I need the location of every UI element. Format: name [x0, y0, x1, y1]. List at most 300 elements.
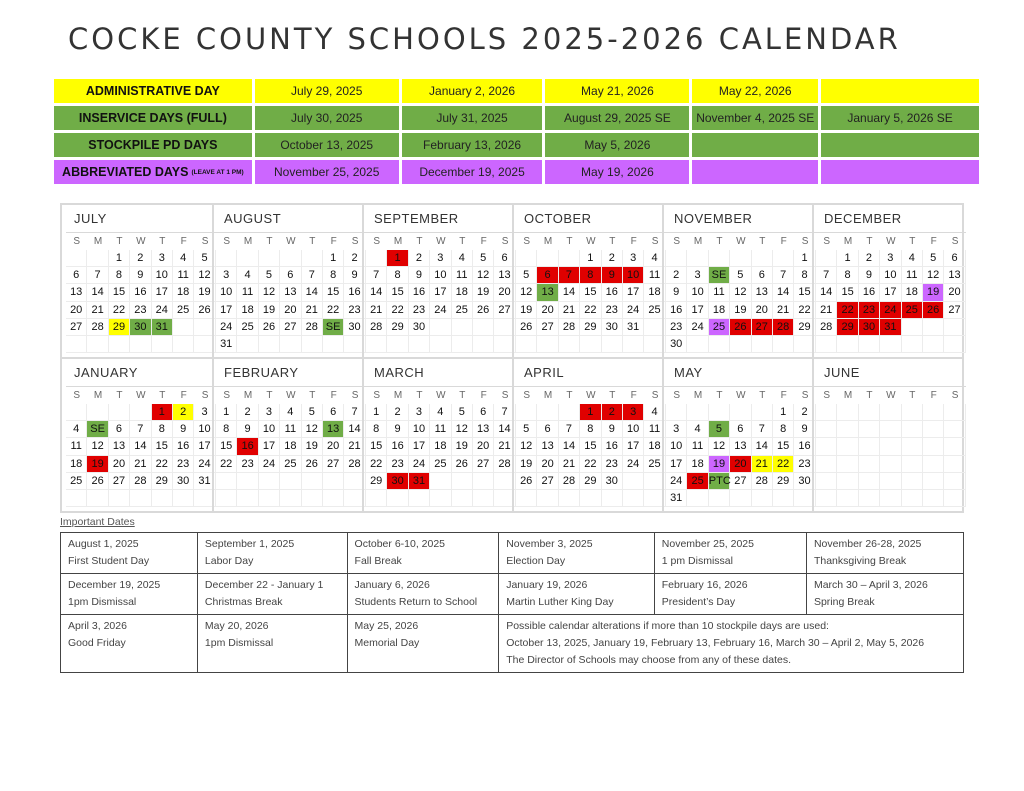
- date-cell: March 30 – April 3, 2026 Spring Break: [806, 574, 963, 615]
- day-cell: 11: [709, 284, 730, 301]
- weekday-label: W: [886, 236, 896, 247]
- empty-cell: [302, 250, 323, 267]
- weekday-label: M: [843, 236, 853, 247]
- day-cell: 31: [666, 490, 687, 507]
- day-cell: 6: [66, 267, 87, 284]
- day-cell: 8: [109, 267, 130, 284]
- day-cell: 12: [709, 438, 730, 455]
- day-cell: 10: [666, 438, 687, 455]
- day-cell: 9: [666, 284, 687, 301]
- day-cell: PTC: [709, 473, 730, 490]
- day-cell: 29: [773, 473, 794, 490]
- day-cell: 24: [430, 302, 451, 319]
- day-cell: 15: [837, 284, 858, 301]
- month-name: JULY: [66, 205, 216, 233]
- day-cell: 15: [152, 438, 173, 455]
- day-cell: 19: [302, 438, 323, 455]
- day-cell: 20: [537, 302, 558, 319]
- day-cell: 2: [794, 404, 815, 421]
- date-cell: November 3, 2025 Election Day: [499, 533, 655, 574]
- weekday-header: [666, 387, 816, 404]
- day-cell: 13: [323, 421, 344, 438]
- empty-cell: [452, 319, 473, 336]
- empty-cell: [859, 438, 880, 455]
- day-cell: 20: [473, 438, 494, 455]
- legend-row-inservice: [54, 106, 979, 130]
- day-cell: 21: [559, 456, 580, 473]
- empty-cell: [452, 473, 473, 490]
- empty-cell: [109, 336, 130, 353]
- empty-cell: [880, 404, 901, 421]
- day-cell: 19: [473, 284, 494, 301]
- weekday-label: T: [566, 236, 573, 247]
- day-cell: 21: [752, 456, 773, 473]
- days-grid: [816, 404, 966, 507]
- table-row: [61, 615, 964, 673]
- day-cell: 15: [216, 438, 237, 455]
- empty-cell: [66, 490, 87, 507]
- day-cell: 19: [516, 302, 537, 319]
- day-cell: 9: [409, 267, 430, 284]
- day-cell: 23: [344, 302, 365, 319]
- day-cell: 25: [644, 302, 665, 319]
- day-cell: 26: [452, 456, 473, 473]
- day-cell: 5: [473, 250, 494, 267]
- day-cell: 12: [516, 438, 537, 455]
- day-cell: 3: [623, 404, 644, 421]
- empty-cell: [709, 250, 730, 267]
- weekday-label: F: [180, 390, 187, 401]
- empty-cell: [559, 336, 580, 353]
- day-cell: 15: [387, 284, 408, 301]
- day-cell: 9: [344, 267, 365, 284]
- legend-cell: July 30, 2025: [255, 106, 399, 130]
- legend-cell: May 21, 2026: [545, 79, 689, 103]
- day-cell: 2: [602, 404, 623, 421]
- legend-label: INSERVICE DAYS (FULL): [54, 106, 252, 130]
- day-cell: 6: [280, 267, 301, 284]
- day-cell: 24: [216, 319, 237, 336]
- weekday-label: S: [823, 236, 831, 247]
- day-cell: 6: [537, 421, 558, 438]
- empty-cell: [859, 404, 880, 421]
- weekday-label: S: [73, 390, 81, 401]
- day-cell: 6: [109, 421, 130, 438]
- day-cell: 27: [494, 302, 515, 319]
- empty-cell: [944, 404, 965, 421]
- empty-cell: [173, 490, 194, 507]
- month-name: FEBRUARY: [216, 359, 366, 387]
- empty-cell: [837, 490, 858, 507]
- days-grid: [516, 250, 666, 353]
- day-cell: 17: [623, 284, 644, 301]
- month-july: [66, 205, 216, 353]
- day-cell: 4: [452, 250, 473, 267]
- day-cell: 10: [880, 267, 901, 284]
- day-cell: 9: [237, 421, 258, 438]
- day-cell: 10: [216, 284, 237, 301]
- weekday-label: M: [243, 236, 253, 247]
- empty-cell: [537, 404, 558, 421]
- day-cell: 23: [173, 456, 194, 473]
- empty-cell: [816, 404, 837, 421]
- weekday-label: M: [393, 390, 403, 401]
- day-cell: 11: [280, 421, 301, 438]
- weekday-label: T: [716, 390, 723, 401]
- day-cell: 27: [730, 473, 751, 490]
- day-cell: 28: [559, 319, 580, 336]
- empty-cell: [473, 473, 494, 490]
- empty-cell: [944, 336, 965, 353]
- day-cell: 28: [344, 456, 365, 473]
- day-cell: 25: [687, 473, 708, 490]
- empty-cell: [816, 456, 837, 473]
- weekday-label: T: [416, 236, 423, 247]
- day-cell: 22: [152, 456, 173, 473]
- day-cell: 10: [687, 284, 708, 301]
- day-cell: 6: [473, 404, 494, 421]
- day-cell: 12: [194, 267, 215, 284]
- empty-cell: [944, 319, 965, 336]
- day-cell: 17: [880, 284, 901, 301]
- empty-cell: [752, 404, 773, 421]
- day-cell: 11: [66, 438, 87, 455]
- empty-cell: [944, 473, 965, 490]
- empty-cell: [152, 490, 173, 507]
- day-cell: 18: [280, 438, 301, 455]
- row-divider: [62, 357, 962, 359]
- day-cell: 22: [109, 302, 130, 319]
- day-cell: 14: [366, 284, 387, 301]
- empty-cell: [109, 490, 130, 507]
- day-cell: 21: [494, 438, 515, 455]
- day-cell: 11: [644, 421, 665, 438]
- empty-cell: [237, 250, 258, 267]
- empty-cell: [859, 490, 880, 507]
- weekday-label: W: [436, 236, 446, 247]
- day-cell: 23: [794, 456, 815, 473]
- legend-label: ABBREVIATED DAYS (LEAVE AT 1 PM): [54, 160, 252, 184]
- legend-cell: [692, 160, 818, 184]
- day-cell: 11: [687, 438, 708, 455]
- day-cell: 25: [430, 456, 451, 473]
- day-cell: 2: [859, 250, 880, 267]
- date-cell: September 1, 2025 Labor Day: [197, 533, 347, 574]
- empty-cell: [944, 456, 965, 473]
- days-grid: [666, 250, 816, 353]
- day-cell: 14: [559, 284, 580, 301]
- legend-cell: May 19, 2026: [545, 160, 689, 184]
- empty-cell: [280, 336, 301, 353]
- month-name: JANUARY: [66, 359, 216, 387]
- date-cell: February 16, 2026 President’s Day: [654, 574, 806, 615]
- legend-cell: November 25, 2025: [255, 160, 399, 184]
- day-cell: 1: [216, 404, 237, 421]
- weekday-label: W: [136, 390, 146, 401]
- day-cell: 27: [323, 456, 344, 473]
- weekday-label: S: [351, 236, 359, 247]
- day-cell: 23: [859, 302, 880, 319]
- day-cell: 7: [302, 267, 323, 284]
- important-dates-table: [60, 532, 964, 673]
- empty-cell: [130, 404, 151, 421]
- empty-cell: [666, 404, 687, 421]
- day-cell: 15: [109, 284, 130, 301]
- day-cell: 22: [837, 302, 858, 319]
- empty-cell: [623, 336, 644, 353]
- day-cell: 8: [387, 267, 408, 284]
- empty-cell: [387, 336, 408, 353]
- day-cell: 17: [259, 438, 280, 455]
- empty-cell: [280, 250, 301, 267]
- day-cell: 4: [237, 267, 258, 284]
- day-cell: 4: [173, 250, 194, 267]
- day-cell: 31: [194, 473, 215, 490]
- empty-cell: [880, 421, 901, 438]
- day-cell: 18: [452, 284, 473, 301]
- legend-row-abbreviated: [54, 160, 979, 184]
- day-cell: 14: [87, 284, 108, 301]
- day-cell: 11: [452, 267, 473, 284]
- empty-cell: [902, 490, 923, 507]
- empty-cell: [880, 456, 901, 473]
- day-cell: 25: [644, 456, 665, 473]
- empty-cell: [109, 404, 130, 421]
- day-cell: 3: [216, 267, 237, 284]
- empty-cell: [216, 250, 237, 267]
- day-cell: 3: [194, 404, 215, 421]
- day-cell: 26: [730, 319, 751, 336]
- weekday-label: S: [373, 236, 381, 247]
- empty-cell: [666, 250, 687, 267]
- empty-cell: [280, 490, 301, 507]
- empty-cell: [537, 250, 558, 267]
- weekday-label: F: [930, 390, 937, 401]
- weekday-label: W: [286, 236, 296, 247]
- day-cell: 14: [816, 284, 837, 301]
- day-cell: 16: [602, 284, 623, 301]
- month-october: [516, 205, 666, 353]
- empty-cell: [752, 490, 773, 507]
- day-cell: 15: [323, 284, 344, 301]
- day-cell: 21: [773, 302, 794, 319]
- day-cell: 25: [280, 456, 301, 473]
- weekday-label: T: [459, 236, 466, 247]
- day-cell: 1: [323, 250, 344, 267]
- weekday-label: T: [866, 390, 873, 401]
- weekday-label: M: [543, 236, 553, 247]
- empty-cell: [452, 336, 473, 353]
- day-cell: 18: [237, 302, 258, 319]
- legend-cell: [692, 133, 818, 157]
- day-cell: 1: [773, 404, 794, 421]
- empty-cell: [687, 490, 708, 507]
- empty-cell: [302, 336, 323, 353]
- month-december: [816, 205, 966, 353]
- day-cell: 31: [216, 336, 237, 353]
- empty-cell: [580, 336, 601, 353]
- day-cell: 31: [409, 473, 430, 490]
- day-cell: 23: [602, 302, 623, 319]
- day-cell: 22: [580, 456, 601, 473]
- day-cell: 6: [730, 421, 751, 438]
- weekday-label: F: [780, 236, 787, 247]
- day-cell: 13: [752, 284, 773, 301]
- empty-cell: [880, 473, 901, 490]
- legend-cell: [821, 160, 979, 184]
- empty-cell: [923, 438, 944, 455]
- day-cell: 4: [902, 250, 923, 267]
- day-cell: 13: [473, 421, 494, 438]
- day-cell: 26: [87, 473, 108, 490]
- weekday-label: W: [436, 390, 446, 401]
- empty-cell: [516, 490, 537, 507]
- day-cell: 30: [602, 473, 623, 490]
- day-cell: 27: [280, 319, 301, 336]
- day-cell: 3: [430, 250, 451, 267]
- day-cell: 8: [794, 267, 815, 284]
- day-cell: 17: [430, 284, 451, 301]
- empty-cell: [366, 490, 387, 507]
- day-cell: 1: [794, 250, 815, 267]
- empty-cell: [902, 421, 923, 438]
- day-cell: 16: [794, 438, 815, 455]
- weekday-label: F: [630, 390, 637, 401]
- day-cell: 20: [730, 456, 751, 473]
- weekday-label: F: [780, 390, 787, 401]
- day-cell: 7: [816, 267, 837, 284]
- day-cell: 2: [666, 267, 687, 284]
- day-cell: 16: [130, 284, 151, 301]
- empty-cell: [923, 319, 944, 336]
- calendar-grid: [60, 203, 964, 513]
- empty-cell: [237, 473, 258, 490]
- weekday-header: [66, 233, 216, 250]
- day-cell: 2: [130, 250, 151, 267]
- day-cell: 23: [602, 456, 623, 473]
- day-cell: 24: [194, 456, 215, 473]
- empty-cell: [87, 336, 108, 353]
- weekday-label: S: [951, 390, 959, 401]
- weekday-label: M: [93, 390, 103, 401]
- empty-cell: [430, 473, 451, 490]
- empty-cell: [730, 404, 751, 421]
- empty-cell: [816, 473, 837, 490]
- month-name: OCTOBER: [516, 205, 666, 233]
- day-cell: 25: [902, 302, 923, 319]
- empty-cell: [923, 421, 944, 438]
- date-cell: November 26-28, 2025 Thanksgiving Break: [806, 533, 963, 574]
- day-cell: 16: [859, 284, 880, 301]
- day-cell: 12: [87, 438, 108, 455]
- weekday-label: T: [116, 390, 123, 401]
- day-cell: 29: [152, 473, 173, 490]
- day-cell: 27: [66, 319, 87, 336]
- day-cell: 14: [302, 284, 323, 301]
- day-cell: 29: [387, 319, 408, 336]
- day-cell: 24: [666, 473, 687, 490]
- day-cell: 4: [430, 404, 451, 421]
- empty-cell: [623, 490, 644, 507]
- month-name: DECEMBER: [816, 205, 966, 233]
- legend-cell: May 22, 2026: [692, 79, 818, 103]
- weekday-label: S: [651, 390, 659, 401]
- empty-cell: [923, 404, 944, 421]
- day-cell: 28: [773, 319, 794, 336]
- empty-cell: [66, 336, 87, 353]
- day-cell: 10: [623, 267, 644, 284]
- weekday-label: T: [309, 236, 316, 247]
- empty-cell: [902, 404, 923, 421]
- day-cell: 15: [366, 438, 387, 455]
- empty-cell: [559, 490, 580, 507]
- empty-cell: [216, 473, 237, 490]
- day-cell: 3: [666, 421, 687, 438]
- empty-cell: [923, 456, 944, 473]
- weekday-label: M: [693, 390, 703, 401]
- day-cell: 9: [387, 421, 408, 438]
- month-name: SEPTEMBER: [366, 205, 516, 233]
- weekday-header: [366, 233, 516, 250]
- empty-cell: [387, 490, 408, 507]
- empty-cell: [259, 250, 280, 267]
- weekday-label: T: [759, 390, 766, 401]
- day-cell: 28: [366, 319, 387, 336]
- weekday-label: S: [373, 390, 381, 401]
- empty-cell: [473, 319, 494, 336]
- day-cell: 5: [516, 267, 537, 284]
- day-cell: 19: [923, 284, 944, 301]
- empty-cell: [730, 250, 751, 267]
- day-cell: 9: [794, 421, 815, 438]
- day-cell: 11: [430, 421, 451, 438]
- day-cell: 28: [130, 473, 151, 490]
- days-grid: [216, 250, 366, 353]
- weekday-label: F: [480, 236, 487, 247]
- day-cell: 17: [152, 284, 173, 301]
- date-cell: August 1, 2025 First Student Day: [61, 533, 198, 574]
- empty-cell: [923, 490, 944, 507]
- legend-table: [54, 79, 979, 187]
- day-cell: 10: [152, 267, 173, 284]
- empty-cell: [409, 490, 430, 507]
- empty-cell: [837, 438, 858, 455]
- weekday-label: M: [393, 236, 403, 247]
- weekday-label: T: [159, 390, 166, 401]
- weekday-label: S: [223, 236, 231, 247]
- empty-cell: [687, 404, 708, 421]
- day-cell: 3: [409, 404, 430, 421]
- day-cell: 30: [409, 319, 430, 336]
- day-cell: 22: [366, 456, 387, 473]
- day-cell: 20: [494, 284, 515, 301]
- day-cell: 24: [409, 456, 430, 473]
- day-cell: 29: [794, 319, 815, 336]
- legend-label: STOCKPILE PD DAYS: [54, 133, 252, 157]
- empty-cell: [323, 336, 344, 353]
- day-cell: 6: [323, 404, 344, 421]
- day-cell: 25: [237, 319, 258, 336]
- empty-cell: [709, 336, 730, 353]
- legend-cell: July 31, 2025: [402, 106, 543, 130]
- day-cell: 27: [537, 473, 558, 490]
- legend-cell: July 29, 2025: [255, 79, 399, 103]
- empty-cell: [216, 490, 237, 507]
- day-cell: 10: [409, 421, 430, 438]
- day-cell: 17: [409, 438, 430, 455]
- day-cell: 4: [644, 404, 665, 421]
- empty-cell: [430, 336, 451, 353]
